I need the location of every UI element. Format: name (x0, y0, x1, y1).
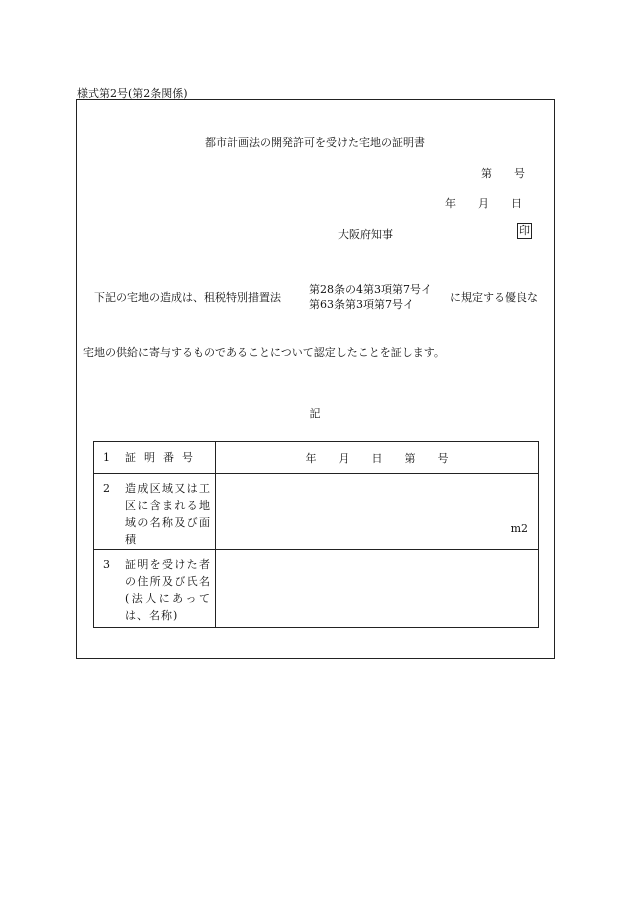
row-number: 2 (103, 482, 110, 495)
issuer-name: 大阪府知事 (338, 228, 393, 241)
seal-text: 印 (519, 224, 530, 237)
row-label: 証明番号 (125, 451, 201, 464)
row-number: 3 (103, 558, 110, 571)
ki-heading: 記 (309, 407, 321, 420)
form-number-label: 様式第2号(第2条関係) (77, 87, 188, 100)
document-title: 都市計画法の開発許可を受けた宅地の証明書 (205, 136, 425, 149)
row-label-cell (94, 474, 216, 550)
row-label-cell (94, 550, 216, 628)
applicant-value-cell (216, 550, 539, 628)
table-row (94, 550, 539, 628)
row-label: 証明を受けた者の住所及び氏名(法人にあっては、名称) (125, 558, 211, 622)
area-value-cell (216, 474, 539, 550)
row-label: 造成区域又は工区に含まれる地域の名称及び面積 (125, 482, 211, 546)
law-reference-2: 第63条第3項第7号イ (309, 298, 414, 311)
row-label-cell (94, 442, 216, 474)
certificate-number-value: 年 月 日 第 号 (216, 442, 539, 474)
seal-mark (511, 223, 532, 239)
statement-tail: に規定する優良な (450, 291, 538, 304)
certificate-number-line: 第 号 (481, 167, 525, 180)
table-row (94, 474, 539, 550)
table-row (94, 442, 539, 474)
statement-lead: 下記の宅地の造成は、租税特別措置法 (94, 291, 281, 304)
issue-date-line: 年 月 日 (445, 197, 522, 210)
row-number: 1 (103, 451, 110, 464)
certificate-table (93, 441, 539, 628)
law-reference-1: 第28条の4第3項第7号イ (309, 283, 432, 296)
area-unit: m2 (510, 522, 528, 535)
statement-continuation: 宅地の供給に寄与するものであることについて認定したことを証します。 (83, 346, 445, 359)
